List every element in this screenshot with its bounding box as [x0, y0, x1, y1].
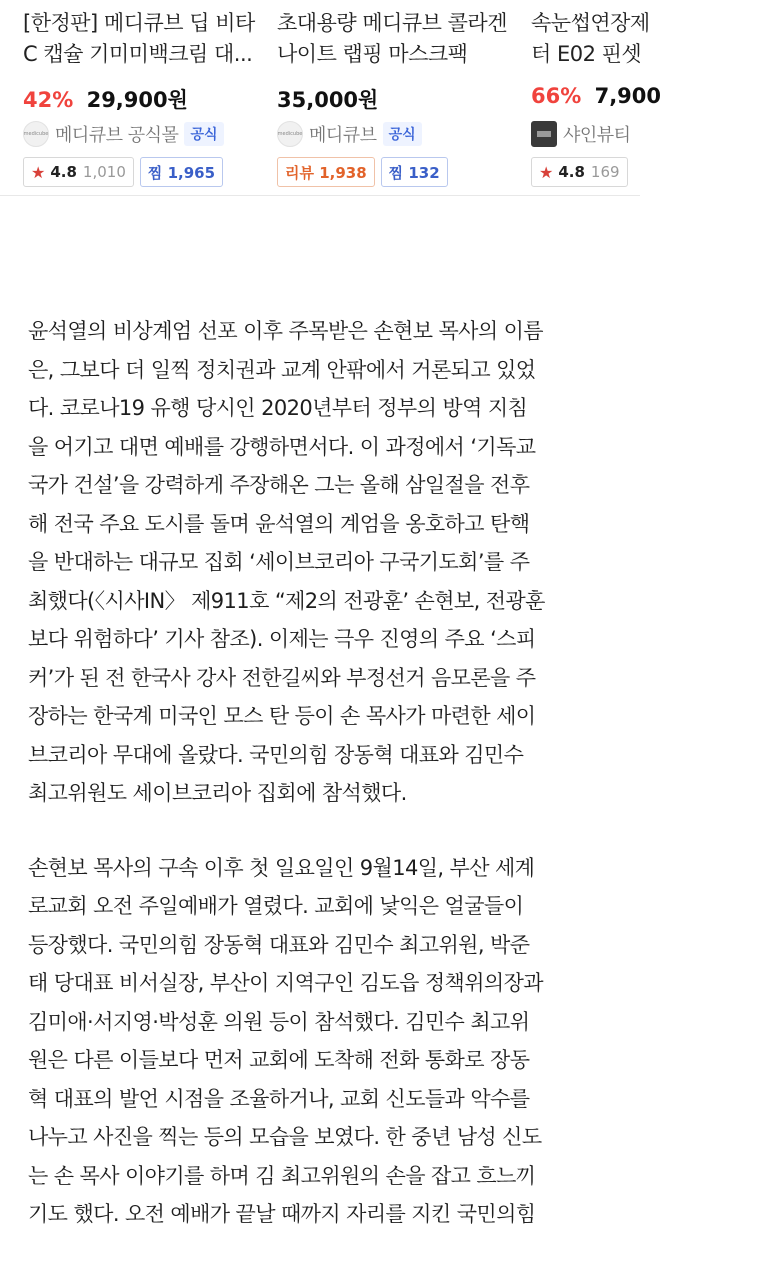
- product-card[interactable]: [23, 0, 263, 196]
- article-body: [28, 312, 628, 1270]
- text-line: 은, 그보다 더 일찍 정치권과 교계 안팎에서 거론되고 있었: [28, 357, 536, 382]
- rating-value: 4.8: [558, 163, 585, 181]
- badge-row: [23, 157, 263, 187]
- article-paragraph-1: [28, 312, 628, 813]
- text-line: 나누고 사진을 찍는 등의 모습을 보였다. 한 중년 남성 신도: [28, 1125, 542, 1149]
- text-line: 다. 코로나19 유행 당시인 2020년부터 정부의 방역 지침: [28, 396, 528, 420]
- badge-row: [531, 157, 771, 187]
- official-badge: 공식: [383, 122, 422, 146]
- text-line: 는 손 목사 이야기를 하며 김 최고위원의 손을 잡고 흐느끼: [28, 1163, 536, 1188]
- review-badge: 리뷰 1,938: [277, 157, 375, 187]
- text-line: 해 전국 주요 도시를 돌며 윤석열의 계엄을 옹호하고 탄핵: [28, 511, 530, 536]
- star-icon: ★: [539, 162, 554, 182]
- product-price: 29,900원: [86, 88, 188, 112]
- text-line: 커’가 된 전 한국사 강사 전한길씨와 부정선거 음모론을 주: [28, 665, 536, 690]
- text-line: 기도 했다. 오전 예배가 끝날 때까지 자리를 지킨 국민의힘: [28, 1202, 536, 1226]
- text-line: 최했다(〈시사IN〉 제911호 “제2의 전광훈’ 손현보, 전광훈: [28, 588, 545, 613]
- seller-name: 샤인뷰티: [563, 125, 631, 146]
- price-row: [23, 84, 263, 112]
- rating-value: 4.8: [50, 163, 77, 181]
- product-price: 7,900: [594, 84, 662, 108]
- rating-count: 169: [590, 163, 620, 181]
- seller-row: [23, 121, 263, 147]
- text-line: 김미애·서지영·박성훈 의원 등이 참석했다. 김민수 최고위: [28, 1009, 530, 1034]
- badge-row: [277, 157, 517, 187]
- text-line: 로교회 오전 주일예배가 열렸다. 교회에 낯익은 얼굴들이: [28, 894, 524, 918]
- seller-logo: medicube: [277, 121, 303, 147]
- text-line: 등장했다. 국민의힘 장동혁 대표와 김민수 최고위원, 박준: [28, 932, 530, 957]
- price-row: [277, 84, 517, 112]
- price-row: [531, 84, 771, 112]
- seller-row: [531, 121, 771, 147]
- seller-name: 메디큐브 공식몰: [55, 125, 179, 146]
- official-badge: 공식: [184, 122, 223, 146]
- text-line: 장하는 한국계 미국인 모스 탄 등이 손 목사가 마련한 세이: [28, 704, 536, 728]
- seller-logo: [531, 121, 557, 147]
- article-paragraph-2: [28, 849, 628, 1234]
- text-line: 손현보 목사의 구속 이후 첫 일요일인 9월14일, 부산 세계: [28, 855, 535, 880]
- zzim-badge: 찜 132: [381, 157, 448, 187]
- text-line: 국가 건설’을 강력하게 주장해온 그는 올해 삼일절을 전후: [28, 473, 530, 497]
- product-carousel: [0, 0, 662, 196]
- product-title[interactable]: 속눈썹연장제 터 E02 핀셋: [531, 11, 650, 66]
- product-card[interactable]: [531, 0, 771, 196]
- product-price: 35,000원: [277, 88, 379, 112]
- star-icon: ★: [31, 162, 46, 182]
- text-line: 브코리아 무대에 올랐다. 국민의힘 장동혁 대표와 김민수: [28, 742, 524, 767]
- seller-logo: medicube: [23, 121, 49, 147]
- text-line: 윤석열의 비상계엄 선포 이후 주목받은 손현보 목사의 이름: [28, 319, 543, 343]
- text-line: 원은 다른 이들보다 먼저 교회에 도착해 전화 통화로 장동: [28, 1048, 530, 1072]
- seller-name: 메디큐브: [309, 125, 377, 146]
- discount-rate: 42%: [23, 88, 74, 112]
- rating-badge: [531, 157, 628, 187]
- product-card[interactable]: [277, 0, 517, 196]
- text-line: 혁 대표의 발언 시점을 조율하거나, 교회 신도들과 악수를: [28, 1086, 530, 1111]
- text-line: 을 어기고 대면 예배를 강행하면서다. 이 과정에서 ‘기독교: [28, 434, 536, 459]
- text-line: 최고위원도 세이브코리아 집회에 참석했다.: [28, 781, 407, 805]
- rating-badge: [23, 157, 134, 187]
- product-title[interactable]: [한정판] 메디큐브 딥 비타 C 캡슐 기미미백크림 대...: [23, 11, 255, 66]
- text-line: 을 반대하는 대규모 집회 ‘세이브코리아 구국기도회’를 주: [28, 550, 530, 574]
- product-title[interactable]: 초대용량 메디큐브 콜라겐 나이트 랩핑 마스크팩: [277, 11, 507, 66]
- zzim-badge: 찜 1,965: [140, 157, 223, 187]
- rating-count: 1,010: [82, 163, 126, 181]
- seller-row: [277, 121, 517, 147]
- text-line: 태 당대표 비서실장, 부산이 지역구인 김도읍 정책위의장과: [28, 971, 543, 995]
- text-line: 보다 위험하다’ 기사 참조). 이제는 극우 진영의 주요 ‘스피: [28, 627, 536, 651]
- discount-rate: 66%: [531, 84, 582, 108]
